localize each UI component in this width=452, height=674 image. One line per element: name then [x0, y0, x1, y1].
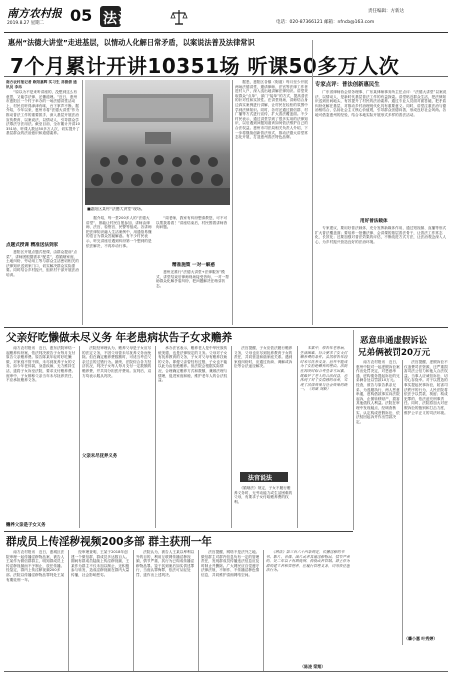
- photo-caption: ■惠阳区某村“法德大讲堂”现场。: [87, 207, 145, 211]
- top-story-body-col3: “周老师，我家有纠纷想请教您，可不可以帮我看看！”讲座结束后，村民围着讲师咨询问题。: [156, 216, 228, 230]
- scales-icon: [170, 8, 188, 26]
- story4-body-col3: 法院认为，被告人王某以牟利以外的目的，利用互联网传播淫秽视频，情节严重，其行为已构成传播淫秽物品罪。鉴于其到案后如实供述罪行，当庭认罪悔罪，依法可从轻处罚，遂作出上述判决。: [136, 550, 195, 577]
- story2-body-col4b: 《婚姻法》规定，子女不履行赡养义务时，无劳动能力或生活困难的父母，有要求子女付给赡养费的权利。: [234, 486, 293, 504]
- top-story-body-col1: “原以为不是来听讲座的，没想到这么有意思，又能学法律、还懂道理。”近日，惠州市惠阳区一个村子举办的一场法德讲堂活动上，村民们听得津津有味，台下掌声不断。据介绍，今年以来，惠州市将“法德大讲堂”作为推动普法工作的重要抓手，深入基层开展法治宣传教育，以案说法，以情动人，引导群众学法尊法守法用法。截至目前，全市累计开讲10351场，听课人数达50多万人次，切实提升了基层群众的法治意识和道德素养。: [6, 90, 80, 136]
- story2-body-col2: 法院经审理认为，赡养父母是子女应尽的法定义务，不因父母曾未尽抚养义务而免除。但在确定赡养费数额时，可适当考虑父亲过去的过错行为。最终，法院综合各方经济状况，判决子女每人每月支付一定数额的赡养费，并共同分担医疗费用。宣判后，双方均表示服从判决。: [82, 346, 152, 378]
- story2-headline: 父亲好吃懒做未尽义务 年老患病状告子女求赡养: [6, 332, 233, 344]
- story2-body-col5: 本案中，原告年老患病，生活困难，符合要求子女支付赡养费的条件。虽然原告年轻时未尽抚养义务，但并不能成为子女拒绝赡养的理由。法院在判决时综合考量各方因素，既维护了老人的合法权益，也体现了对子女情感的尊重，实现了法律效果与社会效果的统一。（刘斌 刘毅）: [300, 346, 348, 392]
- story2-body-col1: 南方农村报讯 近日，惠东法院审结一起赡养纠纷案，依法判决被告子女每月支付原告父亲赡养费。原告陈某年轻时好吃懒做，对家庭不管不顾，未尽到抚养子女的义务。如今年老体弱，身患疾病，无力维持生活，遂将子女诉至法院，要求支付赡养费。庭审中，子女辩称父亲当年未尽抚养责任，不应承担赡养义务。: [6, 346, 76, 383]
- story2-subhead1: 赡养父亲是子女义务: [6, 523, 46, 528]
- subhead-one-on-one: 精准施策 一对一解惑: [172, 263, 215, 268]
- bottom-rule: [4, 671, 448, 672]
- section-title: 法治周刊: [103, 11, 163, 27]
- headline-rule: [4, 76, 448, 77]
- story3-byline: （肇小惠 叶秀婷）: [404, 636, 438, 641]
- top-story-body-col3b: 惠州还推行“法德大讲堂+法律服务”模式，讲堂结束后律师现场接受咨询，一对一帮助群众化解矛盾纠纷，把问题解决在萌芽状态。: [156, 270, 229, 288]
- subhead-precise-teaching: 点题式授课 精准送法到家: [6, 243, 59, 248]
- masthead-rule: [4, 32, 448, 33]
- story4-headline: 群成员上传淫秽视频200多部 群主获刑一年: [6, 536, 212, 548]
- paper-name: 南方农村报: [7, 7, 62, 20]
- top-story-body-col1b: 惠阳区开展点题式授课，由群众提前“点菜”，讲师团根据需求“配菜”，将婚姻家庭、土地纠纷、劳动用工等与群众生活密切相关的法律知识送到家门口，切实解决群众实际需要。同时结合乡村振兴，组织村干部开展法治培训。: [6, 250, 79, 277]
- page-number: 05: [70, 6, 93, 25]
- story4-body-col5: 《刑法》第三百六十四条规定，传播淫秽的书刊、影片、音像、图片或者其他淫秽物品，情节严重的，处二年以下有期徒刑、拘役或者管制。群主作为群的建立者和管理者，应履行管理义务，切勿放任违法行为。: [266, 550, 350, 573]
- editor-line: 责任编辑：方新达: [368, 9, 404, 14]
- story3-body-col2: 法官提醒，虚假诉讼不仅浪费司法资源，还严重损害司法公信力和他人合法权益。当事人应诚信诉讼，切勿心存侥幸。对于以捏造的事实提起民事诉讼，妨害司法秩序的行为，人民法院将依法予以罚款、拘留；构成犯罪的，依法追究刑事责任。同时，法院将加大对虚假诉讼的甄别和打击力度，维护公平正义的司法环境。: [404, 360, 448, 415]
- top-story-kicker: 惠州“法德大讲堂”走进基层，以情动人化解日常矛盾，以案说法普及法律常识: [8, 38, 255, 47]
- story3-body-col1: 南方农村报讯 近日，惠州中院对一起虚假诉讼案作出处罚决定，对恶意串通、虚构债务提起诉讼的兄弟俩各处以罚款10万元。经查，被告与原告系亲兄弟，为逃避执行，两人恶意串通，虚构借款事实向法院起诉，企图转移财产，损害其他债权人利益。法院在审理中发现疑点，经调查核实，认定构成虚假诉讼，依法驳回起诉并作出罚款决定。: [356, 360, 400, 424]
- story3-headline: 恶意串通虚假诉讼: [360, 335, 427, 345]
- sidebar-body: 广东省律师协会常务理事、广东某律师事务所主任点评：“法德大讲堂”以案说法、以情动人，是新时代基层普法工作的有益探索。讲堂贴近群众生活，把法律知识送到田间地头，有效提升了村民的法治素养。通过专业人员面对面答疑，把矛盾纠纷化解在基层，对推动乡村治理现代化具有重要意义。同时，讲堂注重法治与德治相结合，弘扬社会主义核心价值观，引导群众崇德向善，形成良好社会风尚。各地可借鉴惠州的经验，结合本地实际开展形式多样的普法活动。: [315, 90, 447, 117]
- story2-bottom-rule: [4, 531, 353, 532]
- top-story-headline: 7个月累计开讲10351场 听课50多万人次: [10, 54, 400, 78]
- lecture-photo: [85, 80, 230, 205]
- story4-body-col4: 法官提醒，网络不是法外之地。微信群主对群内信息负有一定的管理责任，发现群成员传播违法信息应及时制止并删除。广大网民应自觉遵守法律法规，不制作、不传播淫秽色情信息，共同维护清朗网络空间。: [201, 550, 260, 577]
- story2-subhead2: 父亲未尽抚养义务: [82, 454, 118, 459]
- top-story-bottom-rule: [4, 327, 448, 328]
- top-story-byline: 南方农村报记者 欧阳嘉辉 实习生 邓倩倩 通讯员 李冉: [6, 80, 77, 89]
- judge-says-label: 法官说法: [248, 475, 273, 482]
- story4-end-tag: （陈凌 梁翔）: [300, 664, 326, 669]
- sidebar-title: 专家点评：普法创新惠民生: [315, 82, 380, 88]
- top-story-body-col2: 据介绍，每一堂200多人的“法德大讲堂”，都能让村民自愿参加，讲师由律师、法官、检察官、民警等组成。各讲师把法律知识融入生活案例中，用通俗易懂的语言为群众答疑解惑。有不少村民表示，听完讲座后遇到纠纷第一个想到的是依法解决，不再冲动行事。: [86, 216, 152, 248]
- sidebar-body2: 专家建议，要用好普法载体，充分发挥新媒体作用，通过短视频、直播等形式扩大普法覆盖面；要培养一批懂法律、会讲课的基层普法骨干，让普法工作常态化、长效化；还要加强对普法效果的评估，不断改进方式方法，让法治观念深入人心，为乡村振兴营造良好的法治环境。: [315, 226, 447, 244]
- story4-body-col2: 经审理查明，王某于2018年创建一个微信群，群成员多达数百人。期间有群成员陆续上传淫秽视频，王某作为群主不仅未加以制止，还积极参与转发，造成淫秽视频在群内大量传播，社会影响恶劣。: [71, 550, 130, 577]
- contact-line: 电话：020-87366121 邮箱：nfncb@163.com: [276, 20, 375, 25]
- story4-body-col1: 南方农村报讯 近日，惠城区法院审理一起传播淫秽物品案，被告人王某作为微信群群主，明知群成员上传淫秽视频而不予制止，放任传播。经鉴定，群内上传淫秽视频200多部。法院以传播淫秽物品罪判处王某有期徒刑一年。: [6, 550, 65, 582]
- story2-body-col3: 承办法官表示，赡养老人是中华民族传统美德，也是法律规定的义务。父母对子女有抚养教育的义务，子女对父母有赡养扶助的义务。即便父亲曾经有过错，子女也不能以此为由拒绝赡养。但法院会根据实际情况，合理确定赡养方式和数额，兼顾法理与情理，促进家庭和睦，维护老年人的合法权益。: [158, 346, 228, 383]
- masthead: [0, 0, 452, 36]
- story2-body-col4: 法官提醒，子女应依法履行赡养义务，父母也应尽到抚养教育子女的责任，共同营造和谐家庭关系。遇到家庭纠纷时，应通过协商、调解或诉讼等合法途径解决。: [234, 346, 293, 369]
- sidebar-subhead: 用好普法载体: [360, 219, 388, 224]
- top-story-body-col4: 据悉，惠阳区各镇（街道）每月至少开展两场法德讲堂，邀请律师、法官等法律工作者进村入户，深入浅出地讲解法律知识。讲堂采取群众“点单”、部门“接单”的方式，提高普法的针对性和实效性。在讲堂现场，讲师结合身边真实案例进行讲解，让村民在轻松的氛围中学到法律知识。同时，各村还通过微信群、村广播等方式进行宣传，扩大普法覆盖面。不少村民表示，通过讲堂学到了很多实用的法律知识，以后遇到问题知道该如何依法维护自己的合法权益。惠州市司法局相关负责人介绍，下一步将继续创新普法形式，推动法德大讲堂常态化开展，打造惠州普法特色品牌。: [235, 80, 309, 140]
- date-line: 2019.8.27 星期二: [7, 21, 44, 26]
- story3-headline2: 兄弟俩被罚20万元: [358, 348, 431, 358]
